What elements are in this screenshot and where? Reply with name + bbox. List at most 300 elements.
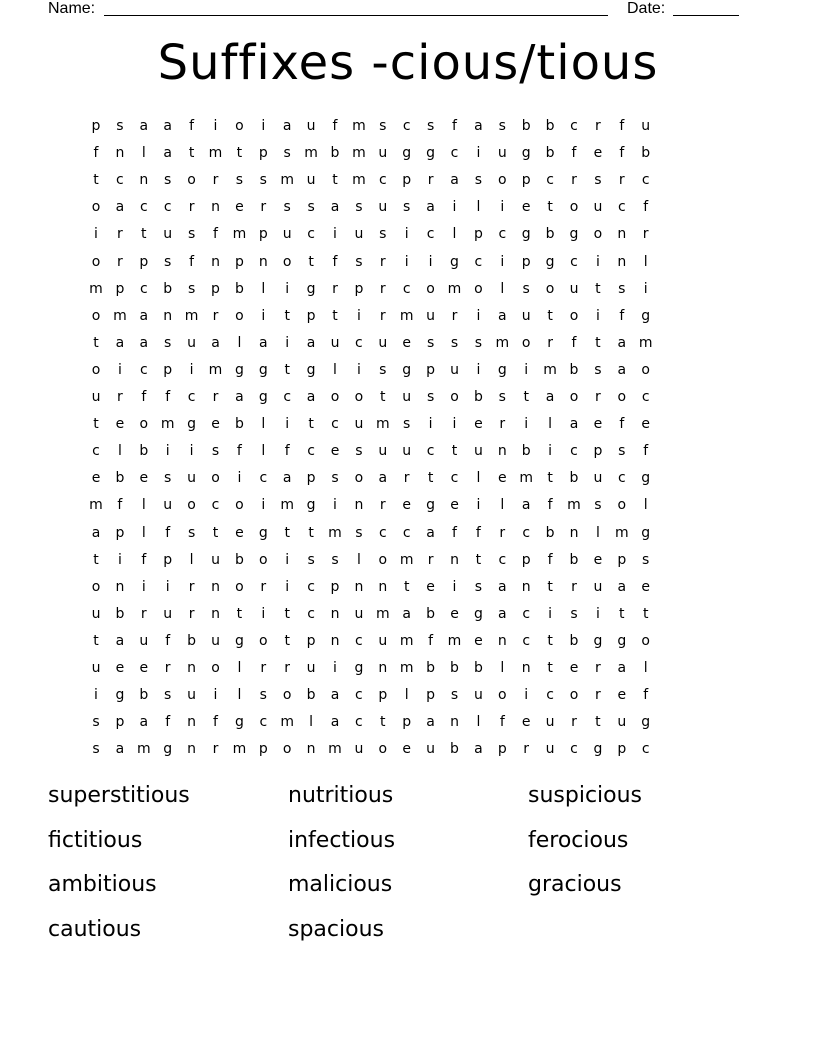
grid-letter: l — [237, 660, 242, 676]
grid-letter: a — [426, 199, 435, 216]
grid-letter: g — [545, 253, 555, 270]
grid-letter: f — [619, 307, 625, 324]
grid-letter: r — [523, 741, 530, 758]
grid-letter: r — [379, 280, 386, 297]
grid-letter: t — [451, 443, 458, 460]
grid-letter: l — [500, 660, 505, 676]
grid-letter: c — [259, 470, 268, 487]
grid-letter: l — [261, 443, 266, 460]
grid-letter: t — [93, 416, 99, 433]
grid-letter: b — [545, 226, 555, 243]
grid-letter: c — [139, 199, 148, 216]
grid-letter: i — [141, 578, 146, 595]
word-list-item: fictitious — [48, 827, 143, 853]
grid-letter: b — [426, 605, 436, 622]
grid-letter: t — [284, 361, 290, 378]
grid-letter: t — [308, 253, 314, 270]
grid-letter: c — [522, 632, 531, 649]
grid-letter: a — [617, 578, 627, 595]
grid-letter: s — [187, 524, 196, 541]
grid-letter: e — [426, 578, 435, 595]
grid-letter: p — [426, 361, 436, 378]
grid-letter: p — [306, 632, 316, 649]
grid-letter: i — [285, 416, 290, 433]
grid-letter: f — [547, 497, 553, 514]
grid-letter: i — [356, 361, 361, 378]
grid-letter: o — [569, 687, 579, 704]
grid-letter: t — [547, 307, 553, 324]
grid-letter: b — [234, 416, 244, 433]
grid-letter: l — [595, 524, 600, 541]
grid-letter: b — [545, 118, 555, 134]
grid-letter: u — [330, 334, 340, 351]
grid-letter: b — [569, 470, 579, 487]
grid-letter: a — [426, 714, 435, 731]
grid-letter: i — [165, 578, 170, 595]
grid-letter: m — [567, 497, 581, 514]
grid-letter: g — [306, 361, 316, 378]
grid-letter: a — [211, 334, 220, 351]
grid-letter: t — [236, 605, 243, 622]
grid-letter: b — [521, 443, 531, 460]
grid-letter: a — [139, 714, 149, 731]
grid-letter: e — [402, 497, 411, 514]
grid-letter: r — [188, 605, 195, 622]
grid-letter: p — [234, 253, 244, 270]
grid-letter: i — [500, 253, 505, 270]
grid-letter: n — [617, 253, 627, 270]
grid-letter: i — [261, 307, 266, 324]
grid-letter: u — [378, 632, 388, 649]
grid-letter: f — [93, 145, 99, 162]
grid-letter: o — [91, 253, 101, 270]
grid-letter: l — [476, 199, 481, 216]
grid-letter: i — [117, 551, 122, 568]
grid-letter: c — [641, 741, 650, 758]
word-list-item: ambitious — [48, 872, 157, 897]
grid-letter: i — [356, 307, 361, 324]
grid-letter: c — [307, 443, 315, 460]
grid-letter: a — [235, 389, 244, 405]
grid-letter: r — [332, 280, 338, 297]
grid-letter: o — [235, 118, 244, 134]
grid-letter: a — [282, 118, 292, 134]
grid-letter: n — [115, 145, 125, 162]
grid-letter: c — [570, 253, 578, 270]
grid-letter: r — [140, 605, 147, 622]
grid-letter: e — [474, 632, 483, 649]
grid-letter: u — [402, 389, 412, 405]
grid-letter: b — [234, 551, 244, 568]
grid-letter: i — [94, 687, 98, 704]
grid-letter: f — [499, 714, 505, 731]
grid-letter: r — [284, 660, 291, 676]
grid-letter: r — [571, 578, 577, 595]
grid-letter: g — [641, 524, 651, 541]
grid-letter: n — [187, 741, 197, 758]
grid-letter: o — [474, 280, 483, 297]
grid-letter: e — [211, 416, 220, 433]
grid-letter: i — [261, 497, 266, 514]
grid-letter: s — [474, 172, 483, 189]
grid-letter: i — [285, 280, 290, 297]
grid-letter: a — [163, 118, 172, 134]
grid-letter: o — [641, 632, 650, 649]
grid-letter: l — [356, 551, 361, 568]
grid-letter: o — [569, 389, 579, 405]
grid-letter: r — [188, 578, 195, 595]
grid-letter: s — [92, 741, 100, 758]
word-list-item: spacious — [288, 916, 384, 942]
grid-letter: g — [497, 361, 507, 378]
grid-letter: s — [618, 443, 626, 460]
grid-letter: o — [426, 280, 435, 297]
grid-letter: f — [428, 632, 434, 649]
grid-letter: a — [498, 307, 507, 324]
grid-letter: f — [332, 118, 338, 134]
grid-letter: n — [211, 605, 220, 622]
grid-letter: m — [399, 632, 414, 649]
grid-letter: m — [328, 524, 342, 541]
grid-letter: t — [595, 334, 601, 351]
grid-letter: b — [187, 632, 197, 649]
grid-letter: b — [569, 551, 579, 568]
grid-letter: t — [547, 199, 553, 216]
grid-letter: p — [306, 307, 316, 324]
grid-letter: a — [498, 578, 507, 595]
grid-letter: l — [261, 280, 266, 297]
grid-letter: s — [307, 551, 315, 568]
grid-letter: o — [354, 389, 364, 405]
grid-letter: s — [426, 118, 435, 134]
grid-letter: i — [213, 687, 218, 704]
grid-letter: p — [115, 280, 125, 297]
grid-letter: a — [139, 307, 149, 324]
grid-letter: o — [641, 361, 650, 378]
grid-letter: e — [115, 660, 125, 676]
grid-letter: m — [208, 145, 223, 162]
grid-letter: u — [354, 741, 364, 758]
grid-letter: b — [545, 145, 555, 162]
grid-letter: s — [211, 443, 220, 460]
grid-letter: m — [184, 307, 199, 324]
grid-letter: t — [380, 389, 386, 405]
grid-letter: g — [641, 714, 651, 731]
grid-letter: b — [545, 524, 555, 541]
grid-letter: e — [139, 470, 149, 487]
grid-letter: g — [234, 361, 244, 378]
grid-letter: g — [426, 497, 436, 514]
grid-letter: s — [474, 578, 483, 595]
grid-letter: m — [232, 741, 247, 758]
grid-letter: i — [595, 253, 600, 270]
grid-letter: a — [378, 470, 388, 487]
grid-letter: r — [547, 334, 553, 351]
grid-letter: i — [524, 416, 529, 433]
grid-letter: a — [282, 470, 292, 487]
grid-letter: b — [473, 660, 483, 676]
grid-letter: m — [399, 307, 414, 324]
grid-letter: a — [91, 524, 101, 541]
grid-letter: a — [115, 632, 125, 649]
grid-letter: b — [306, 687, 316, 704]
grid-letter: f — [332, 253, 338, 270]
grid-letter: f — [213, 714, 218, 731]
grid-letter: f — [236, 443, 242, 460]
grid-letter: a — [474, 118, 483, 134]
grid-letter: e — [521, 199, 531, 216]
grid-letter: b — [330, 145, 340, 162]
grid-letter: s — [259, 687, 267, 704]
grid-letter: c — [116, 172, 124, 189]
grid-letter: g — [426, 145, 436, 162]
grid-letter: p — [593, 443, 603, 460]
grid-letter: s — [642, 551, 650, 568]
grid-letter: s — [331, 470, 339, 487]
grid-letter: a — [617, 334, 627, 351]
grid-letter: s — [355, 524, 363, 541]
grid-letter: t — [547, 660, 553, 676]
grid-letter: s — [450, 334, 459, 351]
grid-letter: f — [141, 551, 147, 568]
grid-letter: p — [211, 280, 220, 297]
grid-letter: b — [163, 280, 173, 297]
grid-letter: t — [308, 524, 314, 541]
word-list-item: gracious — [528, 872, 622, 897]
grid-letter: p — [354, 280, 364, 297]
grid-letter: a — [545, 389, 555, 405]
grid-letter: o — [139, 416, 149, 433]
grid-letter: s — [355, 443, 363, 460]
grid-letter: e — [450, 605, 459, 622]
grid-letter: a — [115, 199, 125, 216]
grid-letter: e — [521, 714, 531, 731]
grid-letter: u — [211, 632, 220, 649]
grid-letter: p — [306, 470, 316, 487]
grid-letter: f — [643, 443, 649, 460]
grid-letter: g — [617, 632, 627, 649]
grid-letter: c — [187, 389, 196, 405]
grid-letter: c — [92, 443, 100, 460]
grid-letter: o — [187, 497, 196, 514]
grid-letter: l — [404, 687, 409, 704]
grid-letter: m — [543, 361, 557, 378]
grid-letter: u — [211, 551, 220, 568]
grid-letter: c — [546, 172, 554, 189]
grid-letter: u — [187, 470, 197, 487]
grid-letter: n — [211, 253, 220, 270]
grid-letter: l — [237, 687, 242, 704]
grid-letter: o — [569, 307, 579, 324]
grid-letter: o — [211, 470, 220, 487]
grid-letter: n — [330, 632, 340, 649]
grid-letter: s — [283, 145, 291, 162]
grid-letter: p — [617, 741, 627, 758]
grid-letter: a — [617, 361, 627, 378]
grid-letter: t — [547, 632, 553, 649]
grid-letter: m — [519, 470, 533, 487]
grid-letter: i — [476, 497, 481, 514]
grid-letter: i — [476, 361, 481, 378]
grid-letter: l — [476, 714, 481, 731]
grid-letter: s — [283, 199, 291, 216]
grid-letter: s — [618, 280, 626, 297]
grid-letter: s — [594, 361, 602, 378]
grid-letter: m — [399, 551, 414, 568]
grid-letter: f — [452, 118, 457, 134]
grid-letter: r — [571, 172, 577, 189]
grid-letter: u — [593, 578, 603, 595]
grid-letter: n — [450, 714, 459, 731]
grid-letter: g — [234, 714, 244, 731]
grid-letter: c — [426, 226, 435, 243]
grid-letter: u — [569, 280, 579, 297]
grid-letter: p — [402, 172, 412, 189]
grid-letter: u — [306, 172, 316, 189]
grid-letter: e — [593, 416, 603, 433]
grid-letter: c — [498, 226, 507, 243]
grid-letter: m — [280, 497, 294, 514]
grid-letter: g — [187, 416, 197, 433]
name-label: Name: — [48, 0, 96, 17]
grid-letter: t — [284, 307, 290, 324]
grid-letter: r — [260, 199, 267, 216]
grid-letter: e — [593, 145, 603, 162]
grid-letter: r — [595, 118, 601, 134]
grid-letter: s — [235, 172, 244, 189]
grid-letter: c — [570, 741, 578, 758]
grid-letter: c — [546, 687, 554, 704]
grid-letter: s — [331, 551, 339, 568]
grid-letter: b — [521, 118, 531, 134]
grid-letter: p — [521, 253, 531, 270]
grid-letter: l — [452, 226, 457, 243]
grid-letter: s — [403, 199, 411, 216]
grid-letter: l — [476, 470, 481, 487]
grid-letter: g — [450, 253, 459, 270]
grid-letter: u — [402, 443, 412, 460]
grid-letter: n — [258, 253, 268, 270]
grid-letter: f — [165, 389, 171, 405]
grid-letter: e — [139, 660, 149, 676]
grid-letter: m — [375, 416, 390, 433]
grid-letter: a — [569, 416, 579, 433]
grid-letter: g — [354, 660, 364, 676]
grid-letter: f — [571, 334, 577, 351]
grid-letter: s — [379, 361, 387, 378]
grid-letter: u — [378, 334, 388, 351]
grid-letter: u — [354, 416, 364, 433]
grid-letter: i — [404, 253, 409, 270]
grid-letter: s — [307, 199, 315, 216]
grid-letter: n — [521, 578, 531, 595]
grid-letter: g — [641, 470, 651, 487]
grid-letter: u — [378, 145, 388, 162]
grid-letter: o — [235, 307, 244, 324]
grid-letter: n — [330, 605, 340, 622]
grid-letter: a — [474, 741, 483, 758]
grid-letter: l — [309, 714, 314, 731]
grid-letter: p — [258, 145, 268, 162]
grid-letter: t — [547, 470, 553, 487]
grid-letter: a — [330, 199, 340, 216]
grid-letter: f — [619, 118, 625, 134]
grid-letter: m — [352, 145, 366, 162]
grid-letter: m — [638, 334, 653, 351]
grid-letter: e — [450, 497, 459, 514]
grid-letter: o — [617, 389, 627, 405]
word-list-item: infectious — [288, 827, 396, 853]
grid-letter: o — [282, 253, 292, 270]
grid-letter: n — [187, 660, 197, 676]
grid-letter: t — [332, 307, 338, 324]
grid-letter: i — [189, 361, 194, 378]
grid-letter: o — [259, 632, 268, 649]
grid-letter: b — [641, 145, 651, 162]
grid-letter: i — [165, 443, 170, 460]
grid-letter: r — [379, 253, 386, 270]
grid-letter: u — [306, 660, 316, 676]
grid-letter: e — [330, 443, 340, 460]
grid-letter: f — [165, 524, 171, 541]
grid-letter: i — [452, 199, 457, 216]
grid-letter: i — [261, 605, 266, 622]
grid-letter: s — [474, 334, 483, 351]
grid-letter: t — [595, 280, 601, 297]
grid-letter: i — [548, 443, 553, 460]
grid-letter: u — [521, 307, 531, 324]
grid-letter: i — [524, 687, 529, 704]
grid-letter: u — [306, 118, 316, 134]
grid-letter: m — [208, 361, 223, 378]
grid-letter: u — [354, 605, 364, 622]
grid-letter: i — [404, 226, 409, 243]
grid-letter: u — [163, 605, 173, 622]
grid-letter: l — [237, 334, 242, 351]
grid-letter: c — [570, 118, 578, 134]
grid-letter: i — [213, 118, 218, 134]
grid-letter: s — [92, 714, 100, 731]
grid-letter: n — [354, 578, 364, 595]
grid-letter: i — [500, 199, 505, 216]
grid-letter: a — [426, 524, 435, 541]
grid-letter: u — [163, 497, 173, 514]
grid-letter: a — [330, 714, 340, 731]
grid-letter: r — [618, 172, 625, 189]
grid-letter: r — [451, 307, 458, 324]
grid-letter: i — [285, 578, 290, 595]
grid-letter: t — [427, 470, 434, 487]
grid-letter: a — [450, 172, 459, 189]
grid-letter: g — [258, 389, 268, 405]
grid-letter: i — [189, 443, 194, 460]
grid-letter: l — [141, 145, 146, 162]
grid-letter: i — [94, 226, 98, 243]
grid-letter: o — [235, 578, 244, 595]
grid-letter: c — [641, 389, 650, 405]
grid-letter: t — [619, 605, 625, 622]
grid-letter: b — [234, 280, 244, 297]
grid-letter: g — [402, 361, 412, 378]
grid-letter: l — [333, 361, 337, 378]
grid-letter: o — [282, 741, 292, 758]
grid-letter: r — [379, 497, 386, 514]
grid-letter: u — [426, 741, 436, 758]
grid-letter: u — [593, 199, 603, 216]
grid-letter: b — [115, 470, 125, 487]
grid-letter: r — [403, 470, 410, 487]
grid-letter: u — [473, 687, 483, 704]
